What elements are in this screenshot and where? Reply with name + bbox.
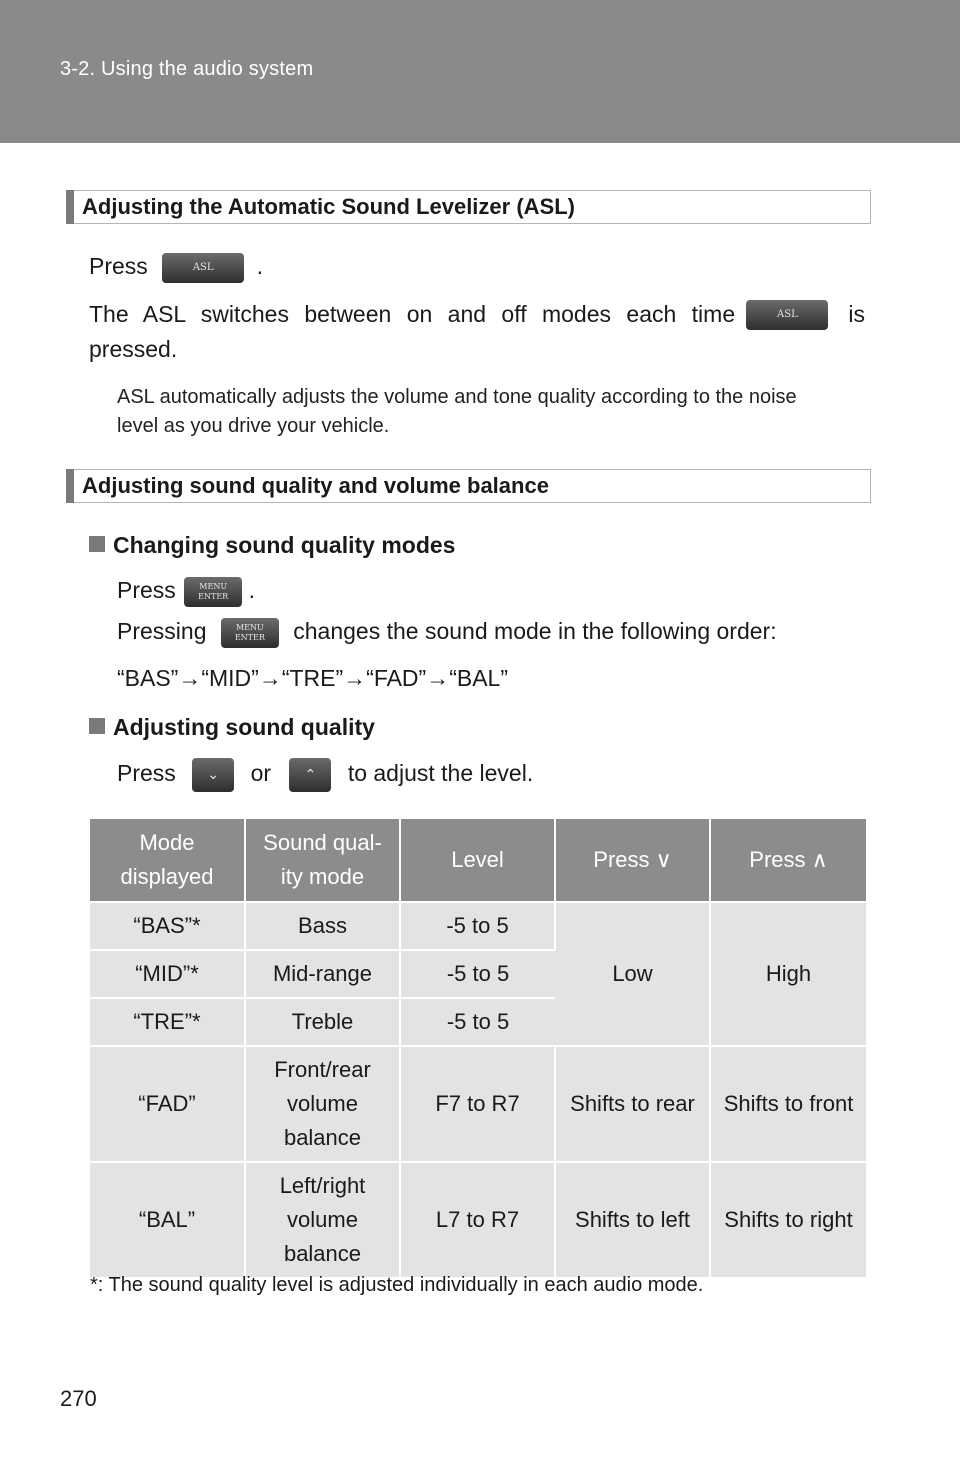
period: .: [256, 253, 263, 279]
cell-level: L7 to R7: [400, 1162, 555, 1277]
cell-mode: “TRE”*: [90, 998, 245, 1046]
heading-bar: [66, 190, 74, 224]
cell-mode: “BAL”: [90, 1162, 245, 1277]
asl-note-line-2: level as you drive your vehicle.: [117, 415, 390, 437]
cell-mode: “BAS”*: [90, 902, 245, 950]
cell-quality: Mid-range: [245, 950, 400, 998]
cell-level: -5 to 5: [400, 902, 555, 950]
header-mode: [90, 819, 245, 902]
asl-button-label: ASL: [192, 261, 214, 273]
asl-switch-end: pressed.: [89, 336, 178, 362]
sound-settings-table: [90, 819, 866, 1277]
asl-button-label: ASL: [777, 308, 798, 320]
order-item: “FAD”: [366, 665, 427, 691]
menu-enter-button[interactable]: [221, 618, 279, 648]
table-row: [90, 1162, 866, 1277]
quality-line: volume: [287, 1091, 358, 1116]
mode-order: [117, 661, 508, 696]
arrow-icon: →: [178, 665, 202, 691]
cell-quality: Treble: [245, 998, 400, 1046]
footnote: *: The sound quality level is adjusted individually in each audio mode.: [90, 1274, 704, 1296]
header-line: Mode: [139, 830, 195, 855]
press-text: Press: [117, 577, 176, 603]
menu-label: MENU: [199, 581, 228, 591]
asl-note: [117, 383, 797, 441]
header-line: ity mode: [280, 864, 365, 889]
cell-level: -5 to 5: [400, 998, 555, 1046]
page-number: 270: [60, 1386, 97, 1411]
asl-switch-line: [89, 297, 865, 367]
quality-line: Front/rear: [274, 1057, 371, 1082]
enter-label: ENTER: [198, 591, 229, 601]
cell-press-up-shared: High: [710, 902, 866, 1046]
order-item: “BAS”: [117, 665, 179, 691]
arrow-icon: →: [426, 665, 450, 691]
sound-heading: [66, 469, 871, 503]
cell-level: F7 to R7: [400, 1046, 555, 1162]
pressing-rest-text: changes the sound mode in the following order:: [293, 618, 777, 644]
asl-button[interactable]: [162, 253, 244, 283]
heading-bar: [66, 469, 74, 503]
period: .: [248, 577, 255, 603]
or-text: or: [250, 760, 272, 786]
header-press-down: Press ∨: [555, 819, 710, 902]
square-bullet-icon: [89, 536, 105, 552]
subheading-text: Adjusting sound quality: [113, 714, 375, 740]
order-item: “BAL”: [449, 665, 509, 691]
subheading-text: Changing sound quality modes: [113, 532, 456, 558]
table-row: [90, 1046, 866, 1162]
order-item: “TRE”: [281, 665, 344, 691]
press-text: Press: [117, 760, 176, 786]
menu-enter-button[interactable]: [184, 577, 242, 607]
cell-quality: Bass: [245, 902, 400, 950]
subheading-changing-modes: [89, 528, 455, 563]
cell-quality: [245, 1162, 400, 1277]
cell-mode: “FAD”: [90, 1046, 245, 1162]
up-button[interactable]: [289, 758, 331, 792]
press-text: Press: [89, 253, 148, 279]
cell-press-down-shared: Low: [555, 902, 710, 1046]
cell-press-down: Shifts to rear: [555, 1046, 710, 1162]
arrow-icon: →: [343, 665, 367, 691]
header-press-up: Press ∧: [710, 819, 866, 902]
asl-note-line-1: ASL automatically adjusts the volume and tone quality according to the noise: [117, 386, 797, 408]
chevron-up-icon: ⌃: [304, 766, 317, 783]
quality-line: volume: [287, 1207, 358, 1232]
asl-switch-text: The ASL switches between on and off modes each time: [89, 301, 736, 327]
header-band: [0, 0, 960, 143]
asl-switch-suffix: is: [848, 301, 865, 327]
cell-level: -5 to 5: [400, 950, 555, 998]
menu-label: MENU: [235, 622, 264, 632]
chevron-down-icon: ⌄: [207, 766, 220, 783]
header-line: displayed: [120, 864, 214, 889]
asl-heading-text: Adjusting the Automatic Sound Levelizer (ASL): [82, 194, 575, 219]
asl-heading: [66, 190, 871, 224]
adjust-rest-text: to adjust the level.: [347, 760, 534, 786]
table-header-row: [90, 819, 866, 902]
pressing-text: Pressing: [117, 618, 207, 644]
subheading-adjusting: [89, 710, 375, 745]
header-quality: [245, 819, 400, 902]
cell-press-up: Shifts to right: [710, 1162, 866, 1277]
header-line: Sound qual-: [263, 830, 382, 855]
down-button[interactable]: [192, 758, 234, 792]
order-item: “MID”: [201, 665, 259, 691]
cell-quality: [245, 1046, 400, 1162]
sound-heading-text: Adjusting sound quality and volume balance: [82, 473, 549, 498]
quality-line: balance: [283, 1125, 362, 1150]
enter-label: ENTER: [234, 632, 265, 642]
table-row: [90, 902, 866, 950]
quality-line: balance: [283, 1241, 362, 1266]
cell-mode: “MID”*: [90, 950, 245, 998]
quality-line: Left/right: [279, 1173, 366, 1198]
adjust-press-line: [117, 756, 533, 792]
section-label: 3-2. Using the audio system: [60, 58, 314, 80]
asl-press-line: [89, 249, 263, 284]
menu-pressing-line: [117, 614, 777, 649]
asl-button[interactable]: [746, 300, 828, 330]
cell-press-down: Shifts to left: [555, 1162, 710, 1277]
menu-press-line: [117, 573, 255, 608]
arrow-icon: →: [258, 665, 282, 691]
header-level: Level: [400, 819, 555, 902]
cell-press-up: Shifts to front: [710, 1046, 866, 1162]
square-bullet-icon: [89, 718, 105, 734]
